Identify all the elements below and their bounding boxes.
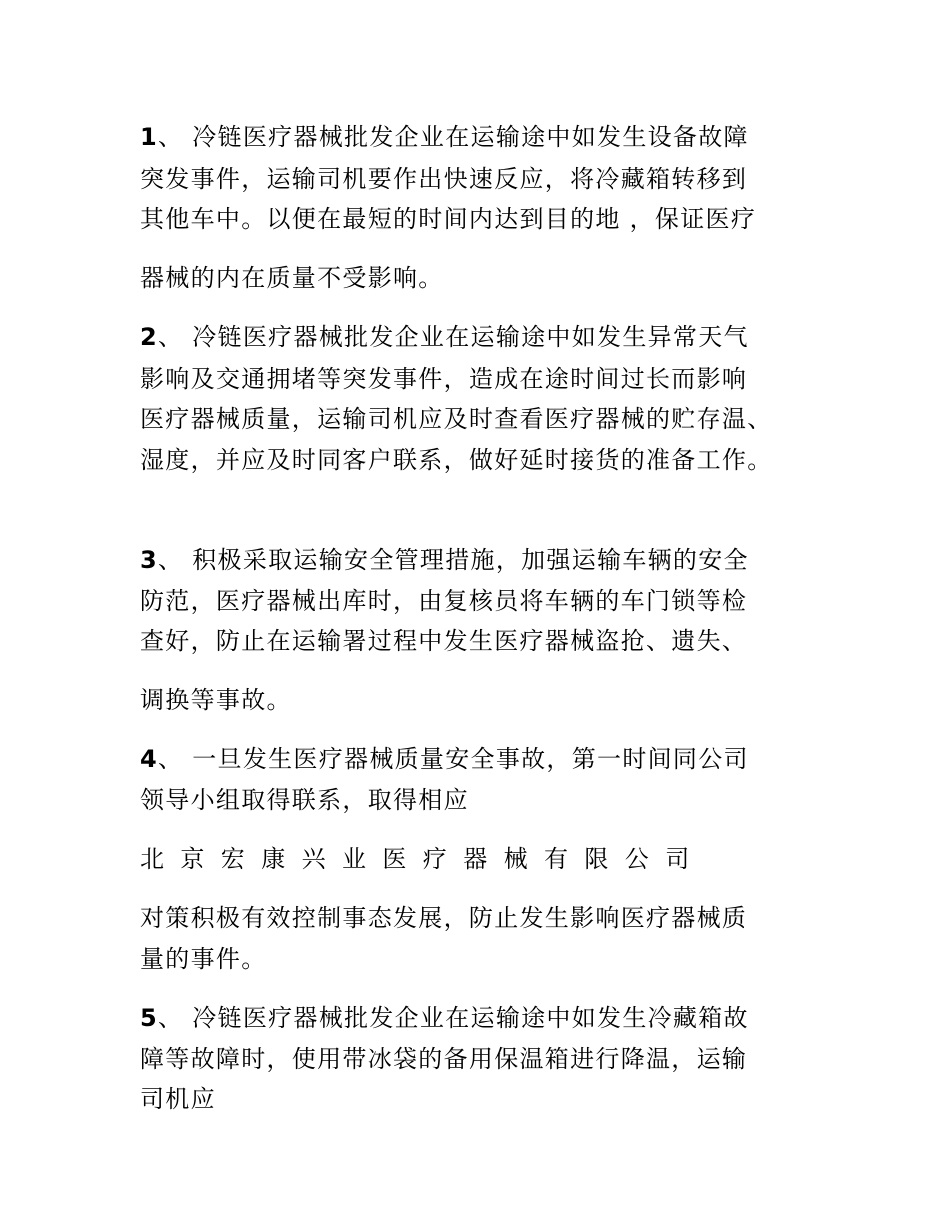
paragraph-1-line-2: 突发事件，运输司机要作出快速反应，将冷藏箱转移到: [140, 165, 748, 193]
paragraph-continuation-line-1: 对策积极有效控制事态发展，防止发生影响医疗器械质: [140, 904, 748, 932]
paragraph-text: 、 一旦发生医疗器械质量安全事故，第一时间同公司: [158, 745, 749, 773]
paragraph-5-line-2: 障等故障时，使用带冰袋的备用保温箱进行降温，运输: [140, 1045, 748, 1073]
paragraph-2-line-1: [140, 321, 749, 353]
paragraph-2-line-4: 湿度，并应及时同客户联系，做好延时接货的准备工作。: [140, 446, 773, 474]
paragraph-1-line-4: 器械的内在质量不受影响。: [140, 264, 444, 292]
item-number: 2: [140, 323, 158, 351]
paragraph-continuation-line-2: 量的事件。: [140, 945, 267, 973]
item-number: 3: [140, 546, 158, 574]
paragraph-4-line-2: 领导小组取得联系，取得相应: [140, 786, 469, 814]
paragraph-3-line-2: 防范，医疗器械出库时，由复核员将车辆的车门锁等检: [140, 587, 748, 615]
company-name: 北京宏康兴业医疗器械有限公司: [140, 845, 706, 873]
paragraph-5-line-3: 司机应: [140, 1085, 216, 1113]
item-number: 1: [140, 123, 158, 151]
paragraph-text: 、 冷链医疗器械批发企业在运输途中如发生冷藏箱故: [158, 1004, 749, 1032]
paragraph-1-line-1: [140, 121, 749, 153]
paragraph-5-line-1: [140, 1002, 749, 1034]
paragraph-4-line-1: [140, 743, 749, 775]
paragraph-2-line-3: 医疗器械质量，运输司机应及时查看医疗器械的贮存温、: [140, 405, 773, 433]
paragraph-3-line-4: 调换等事故。: [140, 686, 292, 714]
paragraph-3-line-3: 查好，防止在运输署过程中发生医疗器械盗抢、遗失、: [140, 627, 748, 655]
paragraph-1-line-3: 其他车中。以便在最短的时间内达到目的地 ，保证医疗: [140, 205, 757, 233]
item-number: 5: [140, 1004, 158, 1032]
paragraph-text: 、 冷链医疗器械批发企业在运输途中如发生异常天气: [158, 323, 749, 351]
paragraph-2-line-2: 影响及交通拥堵等突发事件，造成在途时间过长而影响: [140, 365, 748, 393]
paragraph-text: 、 冷链医疗器械批发企业在运输途中如发生设备故障: [158, 123, 749, 151]
paragraph-text: 、 积极采取运输安全管理措施，加强运输车辆的安全: [158, 546, 749, 574]
item-number: 4: [140, 745, 158, 773]
paragraph-3-line-1: [140, 544, 749, 576]
